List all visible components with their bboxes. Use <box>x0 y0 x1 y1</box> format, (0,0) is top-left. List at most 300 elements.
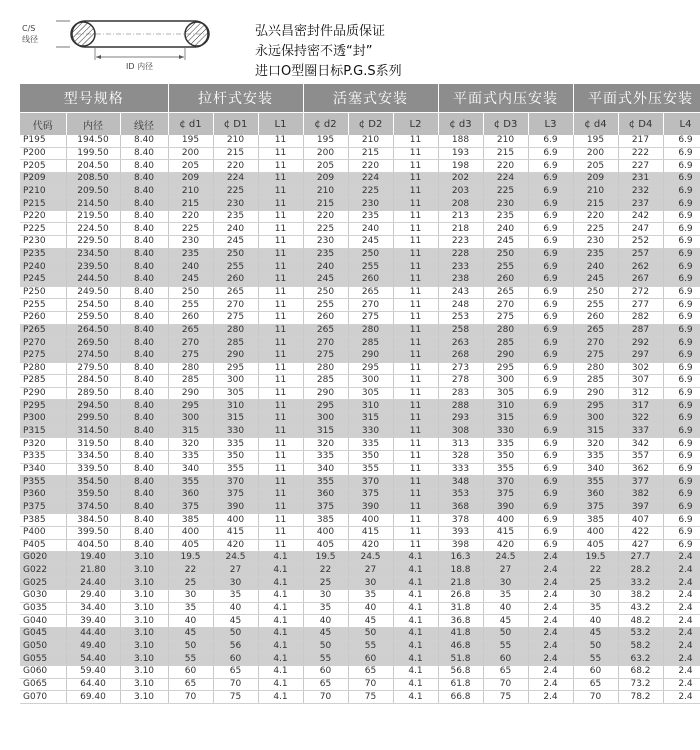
table-cell: 70 <box>213 678 258 691</box>
table-cell: 60 <box>213 653 258 666</box>
table-cell: 420 <box>483 539 528 552</box>
table-cell: 340 <box>573 463 618 476</box>
table-cell: 210 <box>573 185 618 198</box>
table-cell: 6.9 <box>528 526 573 539</box>
table-row <box>20 135 700 147</box>
table-cell: 8.40 <box>120 311 168 324</box>
table-cell: 6.9 <box>663 425 700 438</box>
table-cell: 8.40 <box>120 526 168 539</box>
table-cell: 295 <box>573 400 618 413</box>
table-cell: 11 <box>393 375 438 388</box>
table-cell: 26.8 <box>438 590 483 603</box>
table-cell: 239.50 <box>66 261 120 274</box>
table-cell: 2.4 <box>528 665 573 678</box>
table-cell: 268 <box>438 349 483 362</box>
table-cell: 267 <box>618 274 663 287</box>
table-cell: 35 <box>213 590 258 603</box>
table-cell: 220 <box>213 160 258 173</box>
table-row <box>20 286 700 299</box>
table-cell: 213 <box>438 210 483 223</box>
column-header: 内径 <box>66 113 120 136</box>
table-cell: 65 <box>573 678 618 691</box>
table-cell: 70 <box>303 691 348 704</box>
table-cell: 4.1 <box>393 602 438 615</box>
table-cell: 4.1 <box>393 665 438 678</box>
table-cell: 70 <box>168 691 213 704</box>
table-cell: 260 <box>168 311 213 324</box>
table-cell: 11 <box>258 311 303 324</box>
table-cell: 8.40 <box>120 274 168 287</box>
table-row <box>20 198 700 211</box>
table-cell: P245 <box>20 274 66 287</box>
table-cell: 4.1 <box>393 691 438 704</box>
table-cell: 11 <box>258 172 303 185</box>
table-cell: 6.9 <box>528 223 573 236</box>
table-cell: 295 <box>303 400 348 413</box>
table-cell: 234.50 <box>66 248 120 261</box>
table-cell: 33.2 <box>618 577 663 590</box>
table-cell: 45 <box>303 627 348 640</box>
table-cell: 18.8 <box>438 564 483 577</box>
table-cell: 229.50 <box>66 236 120 249</box>
table-cell: 6.9 <box>528 210 573 223</box>
table-cell: 375 <box>213 488 258 501</box>
table-cell: 6.9 <box>528 198 573 211</box>
table-cell: 270 <box>303 337 348 350</box>
table-cell: 34.40 <box>66 602 120 615</box>
table-cell: 55 <box>573 653 618 666</box>
table-row <box>20 653 700 666</box>
table-cell: 8.40 <box>120 248 168 261</box>
table-cell: 6.9 <box>528 451 573 464</box>
table-cell: 305 <box>348 387 393 400</box>
table-cell: 50 <box>303 640 348 653</box>
table-cell: 60 <box>168 665 213 678</box>
table-cell: 27 <box>483 564 528 577</box>
table-cell: 8.40 <box>120 476 168 489</box>
table-cell: 370 <box>483 476 528 489</box>
table-cell: 224 <box>348 172 393 185</box>
table-cell: 265 <box>303 324 348 337</box>
table-cell: 45 <box>573 627 618 640</box>
column-header: 线径 <box>120 113 168 136</box>
table-cell: 290 <box>213 349 258 362</box>
table-cell: 60 <box>573 665 618 678</box>
table-cell: 11 <box>393 387 438 400</box>
table-cell: 2.4 <box>528 564 573 577</box>
table-cell: 275 <box>573 349 618 362</box>
table-cell: P300 <box>20 413 66 426</box>
table-cell: 2.4 <box>663 653 700 666</box>
table-cell: 73.2 <box>618 678 663 691</box>
column-header: 代码 <box>20 113 66 136</box>
table-cell: 38.2 <box>618 590 663 603</box>
id-label: ID 内径 <box>126 62 154 71</box>
table-cell: 11 <box>258 223 303 236</box>
table-cell: 357 <box>618 451 663 464</box>
table-cell: 6.9 <box>663 261 700 274</box>
table-cell: 78.2 <box>618 691 663 704</box>
table-row <box>20 691 700 704</box>
table-cell: 240 <box>483 223 528 236</box>
table-cell: 3.10 <box>120 691 168 704</box>
table-cell: G040 <box>20 615 66 628</box>
table-cell: 11 <box>393 210 438 223</box>
table-cell: 359.50 <box>66 488 120 501</box>
table-cell: 35 <box>303 602 348 615</box>
table-cell: 320 <box>303 438 348 451</box>
table-cell: 218 <box>438 223 483 236</box>
table-cell: 360 <box>303 488 348 501</box>
table-cell: 290 <box>168 387 213 400</box>
table-cell: 230 <box>168 236 213 249</box>
table-cell: 195 <box>573 135 618 147</box>
table-cell: 330 <box>213 425 258 438</box>
table-cell: 415 <box>213 526 258 539</box>
table-cell: 238 <box>438 274 483 287</box>
table-cell: 11 <box>393 413 438 426</box>
table-cell: 333 <box>438 463 483 476</box>
table-row <box>20 539 700 552</box>
table-cell: P285 <box>20 375 66 388</box>
table-cell: 11 <box>258 274 303 287</box>
table-cell: 257 <box>618 248 663 261</box>
table-cell: 30 <box>573 590 618 603</box>
table-cell: 6.9 <box>528 438 573 451</box>
table-cell: 420 <box>213 539 258 552</box>
table-cell: 420 <box>348 539 393 552</box>
table-cell: 6.9 <box>663 210 700 223</box>
table-cell: 198 <box>438 160 483 173</box>
table-cell: 288 <box>438 400 483 413</box>
table-cell: 6.9 <box>663 324 700 337</box>
table-row <box>20 261 700 274</box>
table-cell: 6.9 <box>528 349 573 362</box>
table-cell: 24.5 <box>348 552 393 565</box>
table-cell: 8.40 <box>120 236 168 249</box>
table-cell: 285 <box>573 375 618 388</box>
table-cell: 2.4 <box>528 678 573 691</box>
table-cell: 11 <box>393 172 438 185</box>
table-cell: 6.9 <box>663 198 700 211</box>
table-cell: 335 <box>348 438 393 451</box>
table-cell: G065 <box>20 678 66 691</box>
table-cell: 320 <box>573 438 618 451</box>
table-cell: 228 <box>438 248 483 261</box>
table-cell: 11 <box>258 185 303 198</box>
column-header: ¢ d3 <box>438 113 483 136</box>
table-cell: P295 <box>20 400 66 413</box>
table-cell: P265 <box>20 324 66 337</box>
table-cell: 11 <box>258 362 303 375</box>
table-row <box>20 425 700 438</box>
table-cell: 285 <box>168 375 213 388</box>
table-cell: 270 <box>483 299 528 312</box>
table-row <box>20 514 700 527</box>
table-cell: 240 <box>348 223 393 236</box>
table-cell: 8.40 <box>120 539 168 552</box>
table-cell: 6.9 <box>663 147 700 160</box>
table-cell: 21.8 <box>438 577 483 590</box>
table-cell: 21.80 <box>66 564 120 577</box>
table-cell: 8.40 <box>120 261 168 274</box>
table-cell: 337 <box>618 425 663 438</box>
table-cell: 315 <box>303 425 348 438</box>
table-cell: 285 <box>483 337 528 350</box>
table-row <box>20 387 700 400</box>
table-cell: 2.4 <box>663 602 700 615</box>
table-cell: 277 <box>618 299 663 312</box>
table-cell: 250 <box>303 286 348 299</box>
table-cell: G020 <box>20 552 66 565</box>
table-cell: 58.2 <box>618 640 663 653</box>
table-cell: 315 <box>213 413 258 426</box>
table-cell: 6.9 <box>528 299 573 312</box>
table-cell: 264.50 <box>66 324 120 337</box>
table-cell: 6.9 <box>663 501 700 514</box>
table-row <box>20 160 700 173</box>
table-cell: 3.10 <box>120 665 168 678</box>
table-cell: 11 <box>393 425 438 438</box>
table-cell: 295 <box>348 362 393 375</box>
table-cell: 227 <box>618 160 663 173</box>
table-cell: 6.9 <box>663 514 700 527</box>
table-cell: 6.9 <box>528 425 573 438</box>
table-cell: 315 <box>348 413 393 426</box>
table-cell: 6.9 <box>528 135 573 147</box>
table-cell: 6.9 <box>663 172 700 185</box>
table-cell: 2.4 <box>528 590 573 603</box>
table-cell: 11 <box>258 425 303 438</box>
table-cell: 11 <box>258 539 303 552</box>
table-cell: 208 <box>438 198 483 211</box>
table-cell: 290 <box>303 387 348 400</box>
table-cell: 220 <box>348 160 393 173</box>
table-cell: 283 <box>438 387 483 400</box>
table-cell: 209.50 <box>66 185 120 198</box>
table-cell: 265 <box>483 286 528 299</box>
table-cell: 240 <box>168 261 213 274</box>
table-row <box>20 299 700 312</box>
table-cell: 188 <box>438 135 483 147</box>
table-row <box>20 665 700 678</box>
table-cell: 16.3 <box>438 552 483 565</box>
table-cell: 405 <box>573 539 618 552</box>
table-cell: 11 <box>393 236 438 249</box>
table-cell: 19.5 <box>573 552 618 565</box>
table-cell: 300 <box>573 413 618 426</box>
cs-label-bottom: 线径 <box>22 35 38 44</box>
table-cell: 315 <box>483 413 528 426</box>
table-cell: 8.40 <box>120 135 168 147</box>
table-cell: 220 <box>573 210 618 223</box>
table-cell: 8.40 <box>120 147 168 160</box>
table-cell: 4.1 <box>258 665 303 678</box>
table-cell: 30 <box>348 577 393 590</box>
table-cell: 30 <box>303 590 348 603</box>
table-cell: 6.9 <box>528 261 573 274</box>
table-cell: 400 <box>168 526 213 539</box>
table-cell: 224 <box>483 172 528 185</box>
table-cell: 340 <box>303 463 348 476</box>
table-cell: P340 <box>20 463 66 476</box>
table-cell: 335 <box>168 451 213 464</box>
table-row <box>20 577 700 590</box>
table-cell: 4.1 <box>258 678 303 691</box>
table-row <box>20 501 700 514</box>
table-cell: 4.1 <box>393 552 438 565</box>
table-row <box>20 615 700 628</box>
table-cell: 397 <box>618 501 663 514</box>
table-cell: 27 <box>348 564 393 577</box>
table-cell: 11 <box>393 311 438 324</box>
table-cell: 270 <box>573 337 618 350</box>
table-cell: 22 <box>168 564 213 577</box>
table-cell: 3.10 <box>120 653 168 666</box>
table-cell: 60 <box>348 653 393 666</box>
table-row <box>20 324 700 337</box>
table-cell: P355 <box>20 476 66 489</box>
table-cell: 2.4 <box>528 691 573 704</box>
table-cell: 11 <box>393 299 438 312</box>
caption-line-1: 弘兴昌密封件品质保证 <box>255 24 386 39</box>
table-cell: 390 <box>348 501 393 514</box>
table-cell: 230 <box>303 236 348 249</box>
table-row <box>20 438 700 451</box>
table-cell: P360 <box>20 488 66 501</box>
table-cell: 355 <box>213 463 258 476</box>
table-cell: 45 <box>168 627 213 640</box>
table-cell: 11 <box>258 514 303 527</box>
table-cell: 245 <box>213 236 258 249</box>
table-cell: 11 <box>393 324 438 337</box>
table-cell: 51.8 <box>438 653 483 666</box>
table-cell: 11 <box>258 236 303 249</box>
table-cell: 230 <box>483 198 528 211</box>
column-header: ¢ d1 <box>168 113 213 136</box>
table-cell: 11 <box>393 286 438 299</box>
table-cell: 45 <box>483 615 528 628</box>
table-cell: 56 <box>213 640 258 653</box>
table-cell: 11 <box>393 362 438 375</box>
table-cell: 11 <box>393 349 438 362</box>
table-cell: 335 <box>303 451 348 464</box>
table-cell: 3.10 <box>120 678 168 691</box>
table-cell: 255 <box>168 299 213 312</box>
table-cell: 4.1 <box>258 577 303 590</box>
table-cell: 205 <box>573 160 618 173</box>
table-cell: 225 <box>168 223 213 236</box>
table-cell: 250 <box>483 248 528 261</box>
table-cell: 8.40 <box>120 501 168 514</box>
table-cell: 11 <box>258 526 303 539</box>
table-cell: P200 <box>20 147 66 160</box>
spec-table-container <box>20 84 694 704</box>
table-cell: G030 <box>20 590 66 603</box>
table-cell: 240 <box>303 261 348 274</box>
table-cell: 195 <box>168 135 213 147</box>
table-row <box>20 463 700 476</box>
table-cell: 40 <box>573 615 618 628</box>
table-cell: 25 <box>168 577 213 590</box>
table-cell: 254.50 <box>66 299 120 312</box>
table-cell: 11 <box>393 438 438 451</box>
cs-label-top: C/S <box>22 24 36 33</box>
table-row <box>20 147 700 160</box>
table-cell: 334.50 <box>66 451 120 464</box>
table-cell: 405 <box>168 539 213 552</box>
table-cell: 11 <box>393 135 438 147</box>
table-cell: 360 <box>573 488 618 501</box>
table-cell: 305 <box>483 387 528 400</box>
table-cell: 262 <box>618 261 663 274</box>
table-cell: 4.1 <box>393 678 438 691</box>
caption-line-3: 进口O型圈日标P.G.S系列 <box>255 64 402 79</box>
table-row <box>20 488 700 501</box>
table-cell: 225 <box>303 223 348 236</box>
table-cell: 8.40 <box>120 198 168 211</box>
table-cell: 230 <box>573 236 618 249</box>
table-cell: 36.8 <box>438 615 483 628</box>
table-cell: 50 <box>168 640 213 653</box>
table-cell: 237 <box>618 198 663 211</box>
table-cell: 265 <box>168 324 213 337</box>
table-cell: 22 <box>573 564 618 577</box>
table-cell: 3.10 <box>120 564 168 577</box>
table-cell: 11 <box>258 299 303 312</box>
table-cell: P195 <box>20 135 66 147</box>
group-header-face-internal: 平面式内压安装 <box>438 84 573 113</box>
table-cell: 59.40 <box>66 665 120 678</box>
table-cell: 219.50 <box>66 210 120 223</box>
table-cell: 2.4 <box>528 627 573 640</box>
table-cell: 265 <box>213 286 258 299</box>
table-cell: 2.4 <box>663 564 700 577</box>
table-cell: 235 <box>483 210 528 223</box>
table-cell: P209 <box>20 172 66 185</box>
table-cell: 8.40 <box>120 324 168 337</box>
table-cell: G025 <box>20 577 66 590</box>
table-cell: 200 <box>573 147 618 160</box>
column-header: ¢ d2 <box>303 113 348 136</box>
table-cell: 6.9 <box>663 160 700 173</box>
table-cell: 6.9 <box>663 223 700 236</box>
table-cell: 215 <box>573 198 618 211</box>
table-cell: 11 <box>393 488 438 501</box>
table-cell: 6.9 <box>528 160 573 173</box>
table-cell: 6.9 <box>663 311 700 324</box>
table-cell: 285 <box>348 337 393 350</box>
group-header-rod: 拉杆式安装 <box>168 84 303 113</box>
table-cell: 2.4 <box>663 627 700 640</box>
table-cell: 290 <box>348 349 393 362</box>
table-cell: 245 <box>168 274 213 287</box>
column-header: ¢ D2 <box>348 113 393 136</box>
table-cell: 2.4 <box>663 577 700 590</box>
table-cell: 225 <box>213 185 258 198</box>
table-cell: 400 <box>573 526 618 539</box>
table-cell: 30 <box>168 590 213 603</box>
table-cell: 6.9 <box>663 236 700 249</box>
table-cell: 8.40 <box>120 210 168 223</box>
column-header: L3 <box>528 113 573 136</box>
table-cell: 313 <box>438 438 483 451</box>
table-cell: 11 <box>393 476 438 489</box>
table-cell: 50 <box>573 640 618 653</box>
table-cell: 354.50 <box>66 476 120 489</box>
table-cell: 230 <box>213 198 258 211</box>
table-cell: 235 <box>168 248 213 261</box>
